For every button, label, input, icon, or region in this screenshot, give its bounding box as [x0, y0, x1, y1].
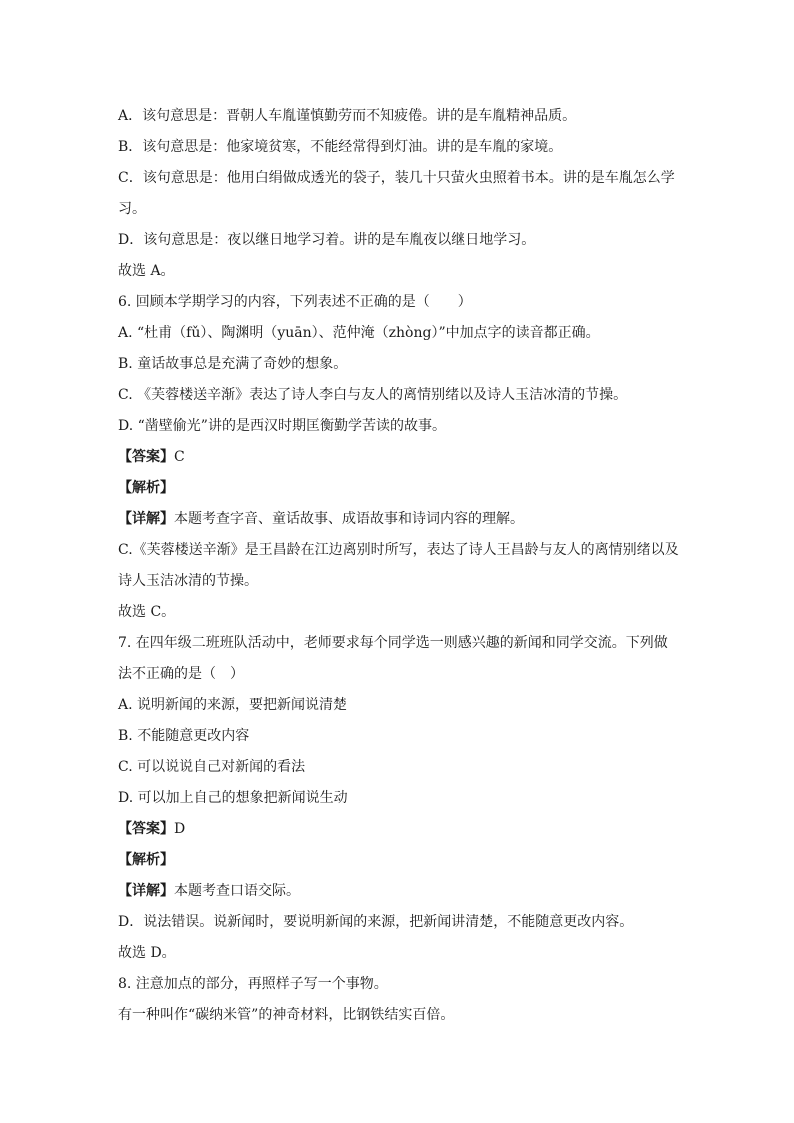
- answer-line-q6: [118, 442, 688, 473]
- question-6-option-c: C. 《芙蓉楼送辛渐》表达了诗人李白与友人的离情别绪以及诗人玉洁冰清的节操。: [118, 387, 628, 403]
- question-8-example: 有一种叫作“碳纳米管”的神奇材料，比钢铁结实百倍。: [118, 1007, 455, 1023]
- option-a-explanation: A．该句意思是：晋朝人车胤谨慎勤劳而不知疲倦。讲的是车胤精神品质。: [118, 108, 577, 124]
- analysis-tag: 【解析】: [118, 852, 174, 868]
- analysis-tag: 【解析】: [118, 480, 174, 496]
- question-6-option-d: D. “凿壁偷光”讲的是西汉时期匡衡勤学苦读的故事。: [118, 418, 446, 434]
- question-6: 6. 回顾本学期学习的内容，下列表述不正确的是（ ）: [118, 294, 472, 310]
- question-7-option-d: D. 可以加上自己的想象把新闻说生动: [118, 790, 348, 806]
- option-b-explanation: B．该句意思是：他家境贫寒，不能经常得到灯油。讲的是车胤的家境。: [118, 139, 563, 155]
- question-6-option-a: A. “杜甫（fǔ）、陶渊明（yuān）、范仲淹（zhòng）”中加点字的读音都正确。: [118, 325, 600, 341]
- document-body: [118, 101, 688, 1031]
- answer-tag: 【答案】: [118, 821, 174, 837]
- question-7-cont: 法不正确的是（ ）: [118, 666, 244, 682]
- question-8: 8. 注意加点的部分，再照样子写一个事物。: [118, 976, 388, 992]
- detail-q6-para: C.《芙蓉楼送辛渐》是王昌龄在江边离别时所写，表达了诗人王昌龄与友人的离情别绪以及: [118, 542, 679, 558]
- question-7-option-a: A. 说明新闻的来源，要把新闻说清楚: [118, 697, 348, 713]
- detail-q6-para-cont: 诗人玉洁冰清的节操。: [118, 573, 258, 589]
- detail-tag: 【详解】: [118, 883, 174, 899]
- detail-tag: 【详解】: [118, 511, 174, 527]
- option-c-explanation-cont: 习。: [118, 201, 146, 217]
- detail-text: 本题考查字音、童话故事、成语故事和诗词内容的理解。: [174, 511, 524, 527]
- analysis-line-q7: [118, 845, 688, 876]
- question-7-option-c: C. 可以说说自己对新闻的看法: [118, 759, 306, 775]
- detail-q7-para: D．说法错误。说新闻时，要说明新闻的来源，把新闻讲清楚，不能随意更改内容。: [118, 914, 634, 930]
- question-7-option-b: B. 不能随意更改内容: [118, 728, 250, 744]
- detail-text: 本题考查口语交际。: [174, 883, 300, 899]
- conclusion-q7: 故选 D。: [118, 945, 176, 961]
- answer-value: C: [174, 449, 185, 465]
- conclusion-q5: 故选 A。: [118, 263, 175, 279]
- answer-line-q7: [118, 814, 688, 845]
- question-6-option-b: B. 童话故事总是充满了奇妙的想象。: [118, 356, 348, 372]
- detail-line-q6: [118, 504, 688, 535]
- analysis-line-q6: [118, 473, 688, 504]
- answer-value: D: [174, 821, 186, 837]
- answer-tag: 【答案】: [118, 449, 174, 465]
- detail-line-q7: [118, 876, 688, 907]
- option-d-explanation: D．该句意思是：夜以继日地学习着。讲的是车胤夜以继日地学习。: [118, 232, 536, 248]
- question-7: 7. 在四年级二班班队活动中，老师要求每个同学选一则感兴趣的新闻和同学交流。下列做: [118, 635, 668, 651]
- option-c-explanation: C．该句意思是：他用白绢做成透光的袋子，装几十只萤火虫照着书本。讲的是车胤怎么学: [118, 170, 675, 186]
- conclusion-q6: 故选 C。: [118, 604, 176, 620]
